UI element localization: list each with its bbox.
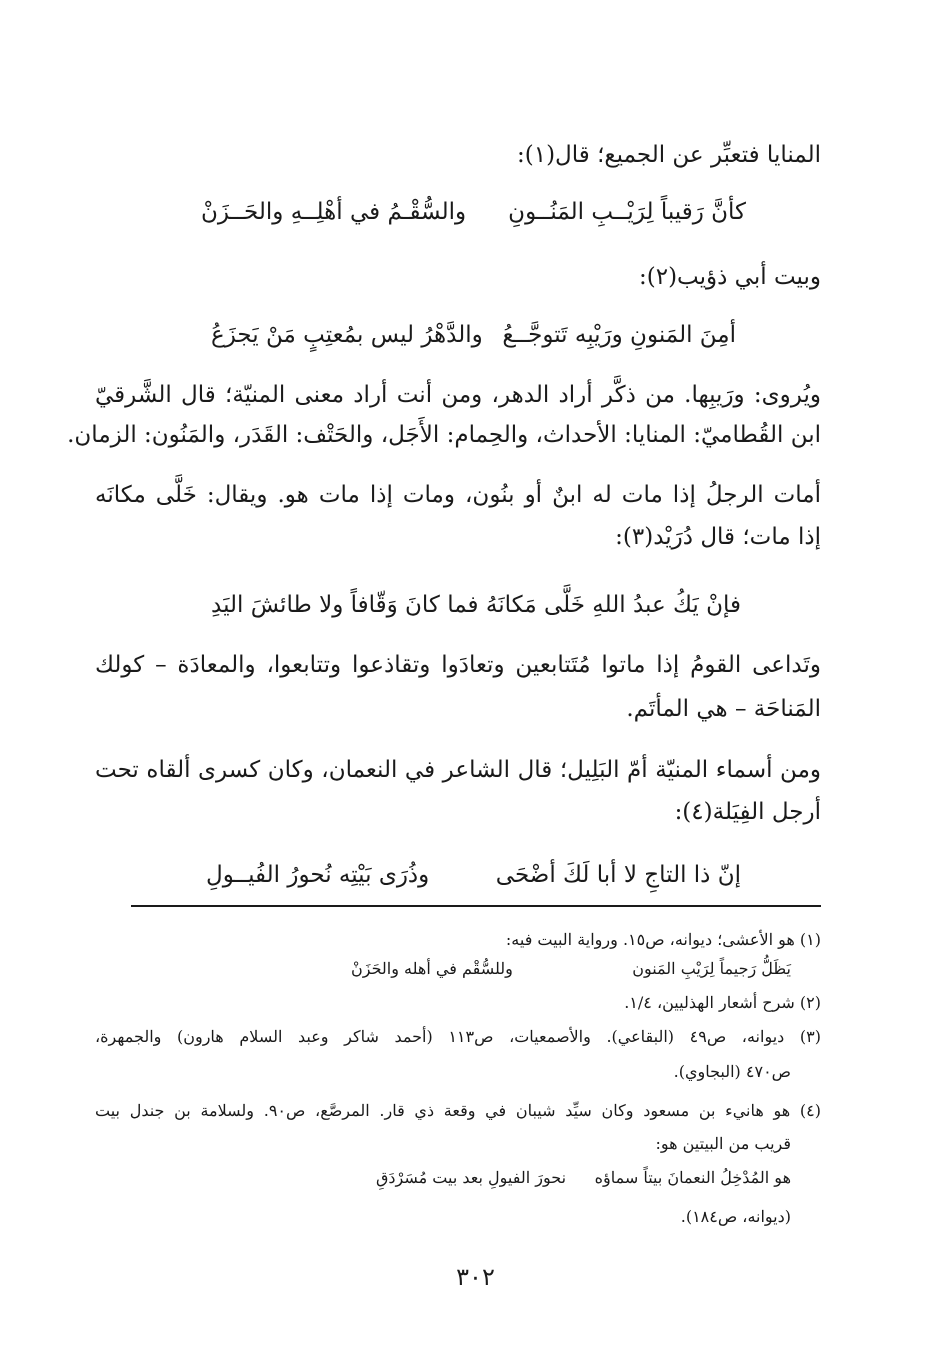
paragraph-3-line-1: وتَداعى القومُ إذا ماتوا مُتَتابعين وتعادَوا وتقاذعوا وتتابعوا، والمعادَة – كولك <box>95 652 821 678</box>
footnote-1-verse-second-hemistich: وللسُّقْم في أهله والحَزَنْ <box>351 959 513 978</box>
footnote-4-line-1: (٤) هو هانيء بن مسعود وكان سيِّد شيبان في وقعة ذي قار. المرصَّع، ص٩٠. ولسلامة بن جندل بيت <box>95 1101 821 1120</box>
footnote-separator <box>131 905 821 907</box>
verse-1-second-hemistich: والسُّقْـمُ في أهْلِــهِ والحَــزَنْ <box>201 199 467 225</box>
footnote-1-line-1: (١) هو الأعشى؛ ديوانه، ص١٥. ورواية البيت فيه: <box>505 930 821 949</box>
verse-3-second-hemistich: فما كانَ وَقّافاً ولا طائشَ اليَدِ <box>211 592 479 618</box>
footnote-1-verse-first-hemistich: يَظَلُّ رَجيماً لِرَيْبِ المَنون <box>632 959 791 978</box>
footnote-4-verse-first-hemistich: هو المُدْخِلُ النعمانَ بيتاً سماؤه <box>594 1168 791 1187</box>
verse-1-first-hemistich: كأنَّ رَقيباً لِرَيْــبِ المَنُــونِ <box>508 199 746 225</box>
verse-3-first-hemistich: فإنْ يَكُ عبدُ اللهِ خَلَّى مَكانَهُ <box>485 592 741 618</box>
paragraph-4-line-1: ومن أسماء المنيّة أمّ البَلِيل؛ قال الشاعر في النعمان، وكان كسرى ألقاه تحت <box>95 757 821 783</box>
abu-dhuayb-line: وبيت أبي ذؤيب(٢): <box>638 264 821 290</box>
paragraph-2-line-2: إذا مات؛ قال دُرَيْد(٣): <box>615 524 821 550</box>
footnote-2: (٢) شرح أشعار الهذليين، ١/٤. <box>624 993 821 1012</box>
footnote-3-line-2: ص٤٧٠ (البجاوي). <box>673 1062 791 1081</box>
paragraph-2-line-1: أمات الرجلُ إذا مات له ابنٌ أو بنُون، ومات إذا مات هو. ويقال: خَلَّى مكانَه <box>95 482 821 508</box>
paragraph-4-line-2: أرجل الفِيَلة(٤): <box>674 799 821 825</box>
footnote-4-verse-second-hemistich: نحورَ الفيولِ بعد بيت مُسَرْدَقِ <box>376 1168 567 1187</box>
footnote-4-line-3: (ديوانه، ص١٨٤). <box>680 1207 791 1226</box>
verse-2-first-hemistich: أمِنَ المَنونِ ورَيْبِه تَتوجَّــعُ <box>502 322 736 348</box>
footnote-4-line-2: قريب من البيتين هو: <box>655 1134 791 1153</box>
paragraph-3-line-2: المَناحَة – هي المأتَم. <box>626 696 821 722</box>
verse-2-second-hemistich: والدَّهْرُ ليس بمُعتِبٍ مَنْ يَجزَعُ <box>211 322 483 348</box>
verse-4-first-hemistich: إنّ ذا التاجِ لا أبا لَكَ أضْحَى <box>495 862 741 888</box>
page-number: ٣٠٢ <box>456 1263 495 1291</box>
verse-4-second-hemistich: وذُرَى بَيْتِه نُحورُ الفُيــولِ <box>206 862 430 888</box>
footnote-3-line-1: (٣) ديوانه، ص٤٩ (البقاعي). والأصمعيات، ص١١٣ (أحمد شاكر وعبد السلام هارون) والجمهرة، <box>95 1027 821 1046</box>
intro-line: المنايا فتعبِّر عن الجميع؛ قال(١): <box>516 142 821 168</box>
paragraph-1-line-2: ابن القُطاميّ: المنايا: الأحداث، والحِمام: الأَجَل، والحَتْف: القَدَر، والمَنُون: الزمان. <box>67 422 821 448</box>
paragraph-1-line-1: ويُروى: ورَيبِها. من ذكَّر أراد الدهر، ومن أنت أراد معنى المنيّة؛ قال الشَّرقيّ <box>95 382 821 408</box>
